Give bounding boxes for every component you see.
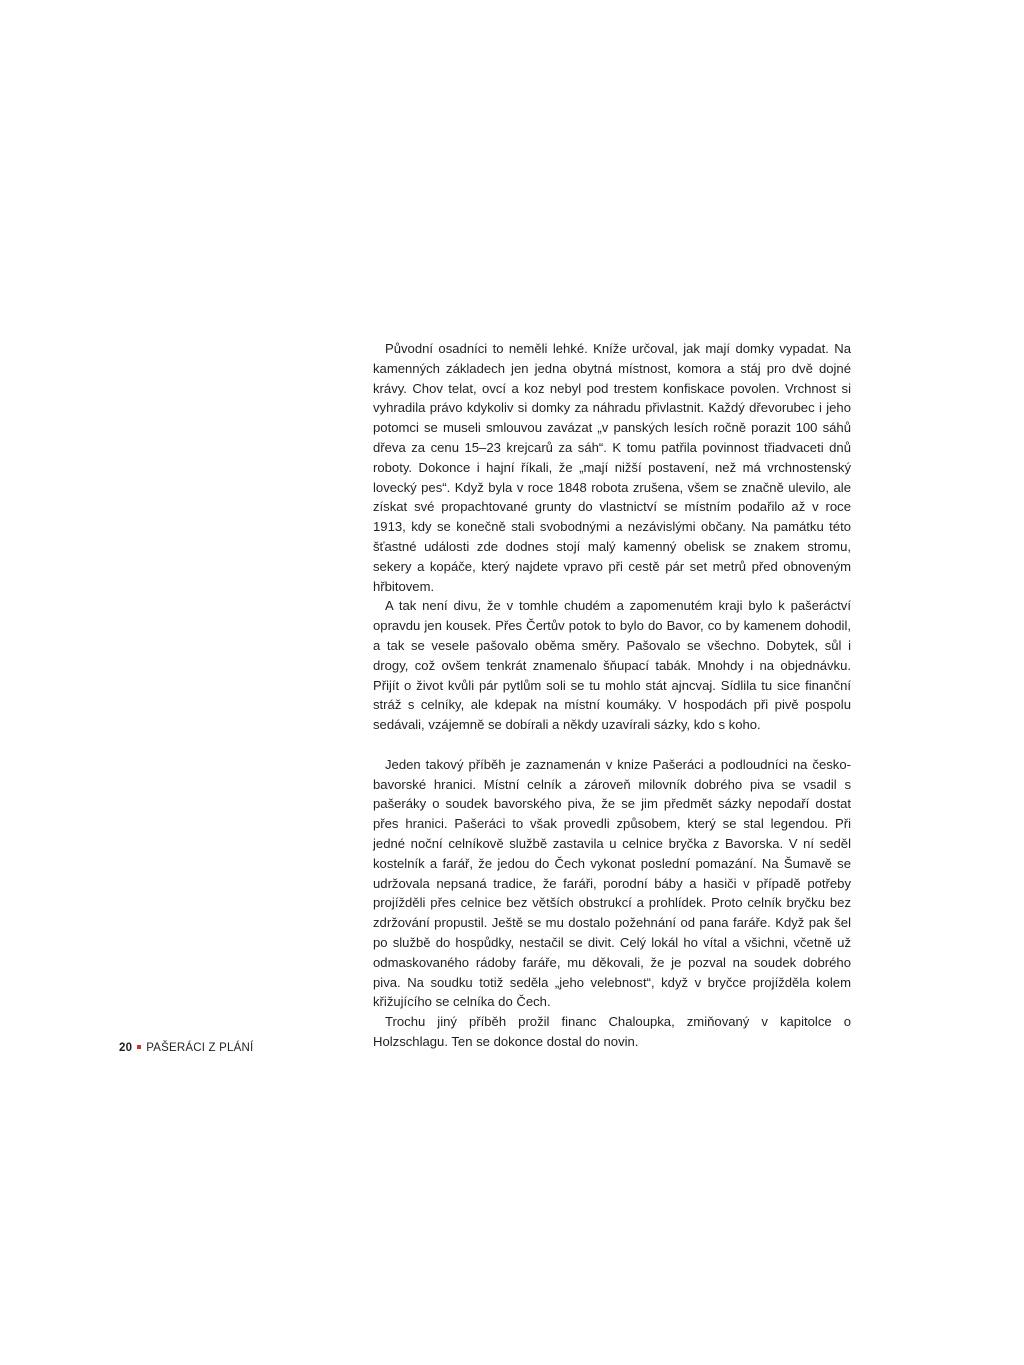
footer-separator-square: [137, 1045, 141, 1049]
running-title: PAŠERÁCI Z PLÁNÍ: [146, 1042, 254, 1054]
paragraph-settlers: Původní osadníci to neměli lehké. Kníže určoval, jak mají domky vypadat. Na kamenných základech jen jedna obytná místnost, komora a stáj pro dvě dojné krávy. Chov telat, ovcí a koz nebyl pod trestem konfiskace povolen. Vrchnost si vyhradila právo kdykoliv si domky za náhradu přivlastnit. Každý dřevorubec i jeho potomci se museli smlouvou zavázat „v panských lesích ročně porazit 100 sáhů dřeva za cenu 15–23 krejcarů za sáh“. K tomu patřila povinnost třiadvaceti dnů roboty. Dokonce i hajní říkali, že „mají nižší postavení, než má vrchnostenský lovecký pes“. Když byla v roce 1848 robota zrušena, všem se značně ulevilo, ale získat své propachtované grunty do vlastnictví se místním podařilo až v roce 1913, kdy se konečně stali svobodnými a nezávislými občany. Na památku této šťastné události zde dodnes stojí malý kamenný obelisk se znakem stromu, sekery a kopáče, který najdete vpravo při cestě pár set metrů před obnoveným hřbitovem.: [373, 341, 851, 594]
paragraph-beer-story: Jeden takový příběh je zaznamenán v knize Pašeráci a podloudníci na česko-bavorské hranici. Místní celník a zároveň milovník dobrého piva se vsadil s pašeráky o soudek bavorského piva, že se jim předmět sázky nepodaří dostat přes hranici. Pašeráci to však provedli způsobem, který se stal legendou. Při jedné noční celníkově službě zastavila u celnice bryčka z Bavorska. V ní seděl kostelník a farář, že jedou do Čech vykonat poslední pomazání. Na Šumavě se udržovala nepsaná tradice, že faráři, porodní báby a hasiči v případě potřeby projížděli přes celnice bez větších obstrukcí a prohlídek. Proto celník bryčku bez zdržování propustil. Ještě se mu dostalo požehnání od pana faráře. Když pak šel po službě do hospůdky, nestačil se divit. Celý lokál ho vítal a všichni, včetně už odmaskovaného rádoby faráře, mu děkovali, že je pozval na soudek dobrého piva. Na soudku totiž seděla „jeho velebnost“, když v bryčce projížděla kolem křižujícího se celníka do Čech.: [373, 756, 851, 1010]
paragraph-chaloupka: Trochu jiný příběh prožil financ Chaloupka, zmiňovaný v kapitolce o Holzschlagu. Ten se dokonce dostal do novin.: [373, 1014, 851, 1049]
page-footer: [119, 1042, 253, 1054]
body-text: [373, 339, 851, 1052]
section-break: [373, 735, 851, 755]
page-number: 20: [119, 1042, 133, 1054]
paragraph-smuggling: A tak není divu, že v tomhle chudém a zapomenutém kraji bylo k pašeráctví opravdu jen kousek. Přes Čertův potok to bylo do Bavor, co by kamenem dohodil, a tak se vesele pašovalo oběma směry. Pašovalo se všechno. Dobytek, sůl i drogy, což ovšem tenkrát znamenalo šňupací tabák. Mnohdy i na objednávku. Přijít o život kvůli pár pytlům soli se tu mohlo stát ajncvaj. Sídlila tu sice finanční stráž s celníky, ale kdepak na místní koumáky. V hospodách při pivě pospolu sedávali, vzájemně se dobírali a někdy uzavírali sázky, kdo s koho.: [373, 598, 851, 733]
